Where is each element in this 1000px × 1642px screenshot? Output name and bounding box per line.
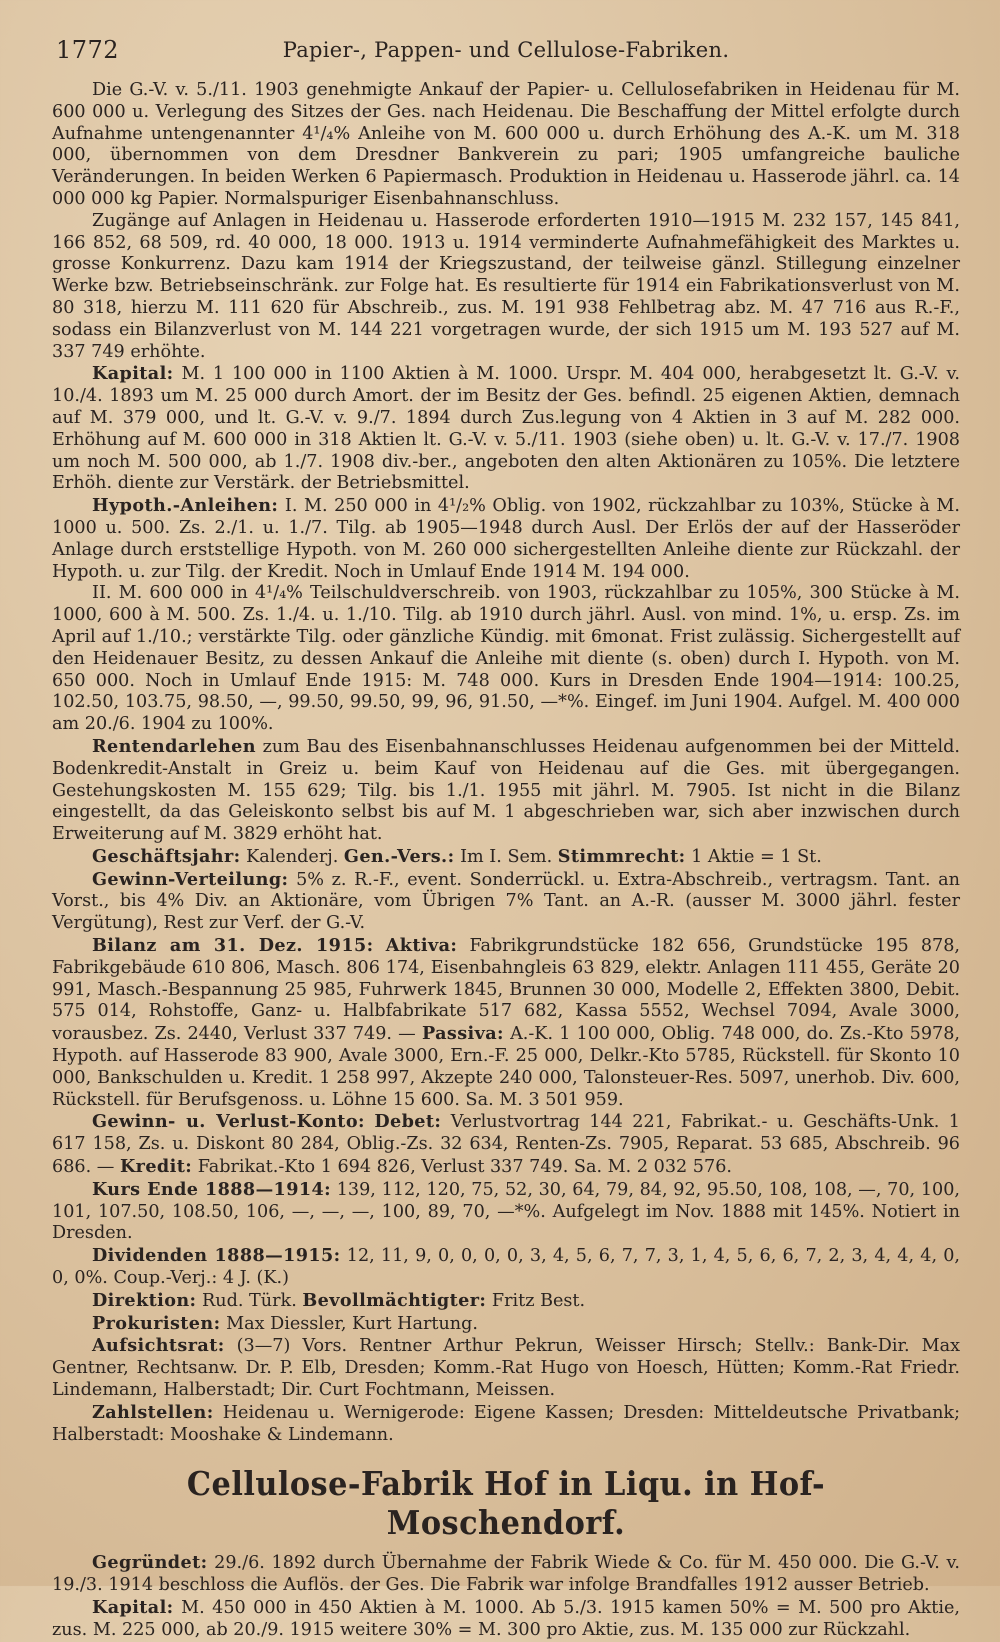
label-zahl: Zahlstellen: [92,1401,214,1423]
company-heading-cellulose-hof: Cellulose-Fabrik Hof in Liqu. in Hof-Moschendorf. [186,1464,826,1543]
section-papierfabrik [52,80,960,1446]
label-hypoth: Hypoth.-Anleihen: [92,495,279,517]
paragraph-kapital-hof [52,1597,960,1642]
label-kurs: Kurs Ende 1888—1914: [92,1178,332,1200]
running-title: Papier-, Pappen- und Cellulose-Fabriken. [282,38,730,62]
text-div: 12, 11, 9, 0, 0, 0, 0, 3, 4, 5, 6, 7, 7, 3, 1, 4, 5, 6, 6, 7, 2, 3, 4, 4, 4, 0, 0, 0%. Coup.-Verj.: 4 J. (K.) [52,1246,961,1289]
paragraph-geschaeftsjahr [52,846,960,869]
paragraph-guv [52,1111,960,1178]
paragraph-kapital [52,363,960,495]
text-gj: Kalenderj. [246,846,339,867]
text-stimm: 1 Aktie = 1 St. [691,846,822,867]
paragraph-intro: Die G.-V. v. 5./11. 1903 genehmigte Ankauf der Papier- u. Cellulosefabriken in Heidenau für M. 600 000 u. Verlegung des Sitzes der Ges. nach Heidenau. Die Beschaffung der Mittel erfolgte durch Aufnahme untengenannter 4¹/₄% Anleihe von M. 600 000 u. durch Erhöhung des A.-K. um M. 318 000, übernommen von dem Dresdner Bankverein zu pari; 1905 umfangreiche bauliche Veränderungen. In beiden Werken 6 Papiermasch. Produktion in Heidenau u. Hasserode jährl. ca. 14 000 000 kg Papier. Normalspuriger Eisenbahnanschluss. [52,80,960,209]
paragraph-dividenden [52,1245,960,1290]
label-ar: Aufsichtsrat: [92,1335,225,1357]
label-kapital: Kapital: [92,363,174,385]
paragraph-renten [52,736,960,846]
text-hypoth: I. M. 250 000 in 4¹/₂% Oblig. von 1902, rückzahlbar zu 103%, Stücke à M. 1000 u. 500. Zs. 2./1. u. 1./7. Tilg. ab 1905—1948 durch Ausl. Der Erlös der auf der Hasseröder Anlage durch erststellige Hypoth. von M. 260 000 sichergestellten Anleihe diente zur Rückzahl. der Hypoth. u. zur Tilg. der Kredit. Noch in Umlauf Ende 1914 M. 194 000. [52,496,961,582]
label-div: Dividenden 1888—1915: [92,1245,341,1267]
text-gewinn: 5% z. R.-F., event. Sonderrückl. u. Extra-Abschreib., vertragsm. Tant. an Vorst., bis 4% Div. an Aktionäre, vom Übrigen 7% Tant. an A.-R. (ausser M. 3000 jährl. fester Vergütung), Rest zur Verf. der G.-V. [52,869,961,934]
text-renten: zum Bau des Eisenbahnanschlusses Heidenau aufgenommen bei der Mitteld. Bodenkredit-Anstalt in Greiz u. beim Kauf von Heidenau auf die Ges. mit übergegangen. Gestehungskosten M. 155 629; Tilg. bis 1./1. 1955 mit jährl. M. 7905. Ist nicht in die Bilanz eingestellt, da das Geleiskonto selbst bis auf M. 1 abgeschrieben war, sich aber inzwischen durch Erweiterung auf M. 3829 erhöht hat. [52,736,960,845]
label-gv: Gen.-Vers.: [343,845,455,867]
paragraph-bilanz [52,935,960,1111]
text-ar: (3—7) Vors. Rentner Arthur Pekrun, Weisser Hirsch; Stellv.: Bank-Dir. Max Gentner, Rechtsanw. Dr. P. Elb, Dresden; Komm.-Rat Hugo von Hoesch, Hütten; Komm.-Rat Friedr. Lindemann, Halberstadt; Dir. Curt Fochtmann, Meissen. [52,1336,960,1401]
text-kurs: 139, 112, 120, 75, 52, 30, 64, 79, 84, 92, 95.50, 108, 108, —, 70, 100, 101, 107.50, 108.50, 106, —, —, —, 100, 89, 70, —*%. Aufgelegt im Nov. 1888 mit 145%. Notiert in Dresden. [52,1179,961,1244]
text-gv: Im I. Sem. [460,846,553,867]
page-header [52,30,960,74]
text-kapital-hof: M. 450 000 in 450 Aktien à M. 1000. Ab 5./3. 1915 kamen 50% = M. 500 pro Aktie, zus. M. 225 000, ab 20./9. 1915 weitere 30% = M. 300 pro Aktie, zus. M. 135 000 zur Rückzahl. [52,1598,961,1640]
paragraph-hypoth-2: II. M. 600 000 in 4¹/₄% Teilschuldverschreib. von 1903, rückzahlbar zu 105%, 300 Stücke à M. 1000, 600 à M. 500. Zs. 1./4. u. 1./10. Tilg. ab 1910 durch jährl. Ausl. von mind. 1%, u. ersp. Zs. im April auf 1./10.; verstärkte Tilg. oder gänzliche Kündig. mit 6monat. Frist zulässig. Sichergestellt auf den Heidenauer Besitz, zu dessen Ankauf die Anleihe mit diente (s. oben) durch I. Hypoth. von M. 650 000. Noch in Umlauf Ende 1915: M. 748 000. Kurs in Dresden Ende 1904—1914: 100.25, 102.50, 103.75, 98.50, —, 99.50, 99.50, 99, 96, 91.50, —*%. Eingef. im Juni 1904. Aufgel. M. 400 000 am 20./6. 1904 zu 100%. [52,583,960,735]
label-gewinn: Gewinn-Verteilung: [92,868,289,890]
paragraph-aufsichtsrat [52,1335,960,1401]
page-number: 1772 [56,36,120,64]
text-kredit: Fabrikat.-Kto 1 694 826, Verlust 337 749. Sa. M. 2 032 576. [197,1157,732,1178]
text-aktiva: Fabrikgrundstücke 182 656, Grundstücke 195 878, Fabrikgebäude 610 806, Masch. 806 174, Eisenbahngleis 63 829, elektr. Anlagen 111 455, Geräte 20 991, Masch.-Bespannung 25 985, Fuhrwerk 1845, Brunnen 30 000, Modelle 2, Effekten 3800, Debit. 575 014, Rohstoffe, Ganz- u. Halbfabrikate 517 682, Kassa 5552, Wechsel 7094, Avale 3000, vorausbez. Zs. 2440, Verlust 337 749. — [52,936,961,1045]
label-kapital-hof: Kapital: [92,1597,174,1618]
text-dir: Rud. Türk. [202,1290,297,1311]
text-gegr: 29./6. 1892 durch Übernahme der Fabrik Wiede & Co. für M. 450 000. Die G.-V. v. 19./3. 1914 beschloss die Auflös. der Ges. Die Fabrik war infolge Brandfalles 1912 ausser Betrieb. [52,1553,960,1596]
text-passiva: A.-K. 1 100 000, Oblig. 748 000, do. Zs.-Kto 5978, Hypoth. auf Hasserode 83 900, Avale 3000, Ern.-F. 25 000, Delkr.-Kto 5785, Rückstell. für Skonto 10 000, Bankschulden u. Kredit. 1 258 997, Akzepte 240 000, Talonsteuer-Res. 5097, unerhob. Div. 600, Rückstell. für Berufsgenoss. u. Löhne 15 600. Sa. M. 3 501 959. [52,1024,961,1110]
label-stimm: Stimmrecht: [557,845,686,867]
paragraph-zahlstellen [52,1402,960,1447]
label-renten: Rentendarlehen [92,735,256,757]
paragraph-direktion [52,1290,960,1313]
label-debet: Debet: [374,1111,442,1133]
text-debet: Verlustvortrag 144 221, Fabrikat.- u. Geschäfts-Unk. 1 617 158, Zs. u. Diskont 80 284, Oblig.-Zs. 32 634, Renten-Zs. 7905, Reparat. 53 685, Abschreib. 96 686. — [52,1112,961,1178]
text-kapital: M. 1 100 000 in 1100 Aktien à M. 1000. Urspr. M. 404 000, herabgesetzt lt. G.-V. v. 10./4. 1893 um M. 25 000 durch Amort. der im Besitz der Ges. befindl. 25 eigenen Aktien, demnach auf M. 379 000, und lt. G.-V. v. 9./7. 1894 durch Zus.legung von 4 Aktien in 3 auf M. 282 000. Erhöhung auf M. 600 000 in 318 Aktien lt. G.-V. v. 5./11. 1903 (siehe oben) u. lt. G.-V. v. 17./7. 1908 um noch M. 500 000, ab 1./7. 1908 div.-ber., angeboten den alten Aktionären zu 105%. Die letztere Erhöh. diente zur Verstärk. der Betriebsmittel. [52,364,960,494]
text-bev: Fritz Best. [491,1290,586,1311]
label-aktiva: Aktiva: [385,935,458,957]
paragraph-gegruendet [52,1552,960,1597]
label-bev: Bevollmächtigter: [302,1289,487,1311]
label-guv: Gewinn- u. Verlust-Konto: [92,1111,365,1133]
text-prok: Max Diessler, Kurt Hartung. [226,1313,478,1334]
paragraph-zugaenge: Zugänge auf Anlagen in Heidenau u. Hasserode erforderten 1910—1915 M. 232 157, 145 841, 166 852, 68 509, rd. 40 000, 18 000. 1913 u. 1914 verminderte Aufnahmefähigkeit des Marktes u. grosse Konkurrenz. Dazu kam 1914 der Kriegszustand, der teilweise gänzl. Stillegung einzelner Werke bzw. Betriebseinschränk. zur Folge hat. Es resultierte für 1914 ein Fabrikationsverlust von M. 80 318, hierzu M. 111 620 für Abschreib., zus. M. 191 938 Fehlbetrag abz. M. 47 716 aus R.-F., sodass ein Bilanzverlust von M. 144 221 vorgetragen wurde, der sich 1915 um M. 193 527 auf M. 337 749 erhöhte. [52,210,960,362]
label-prok: Prokuristen: [92,1312,221,1334]
paragraph-kurs [52,1179,960,1245]
label-bilanz: Bilanz am 31. Dez. 1915: [92,935,374,957]
paragraph-gewinn [52,869,960,935]
section-cellulose-hof [52,1552,960,1641]
paragraph-hypoth [52,495,960,583]
label-gegr: Gegründet: [92,1552,208,1574]
label-kredit: Kredit: [119,1156,193,1178]
label-passiva: Passiva: [421,1023,504,1045]
label-dir: Direktion: [92,1289,197,1311]
text-zahl: Heidenau u. Wernigerode: Eigene Kassen; Dresden: Mitteldeutsche Privatbank; Halberstadt: Mooshake & Lindemann. [52,1402,960,1445]
paragraph-prokuristen [52,1313,960,1336]
label-gj: Geschäftsjahr: [92,845,241,867]
